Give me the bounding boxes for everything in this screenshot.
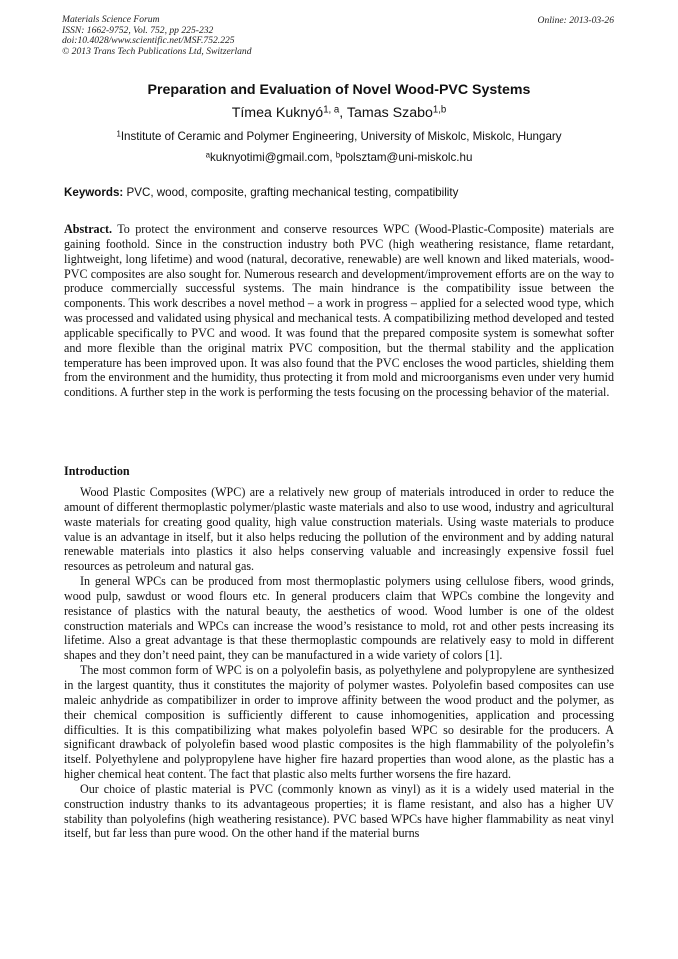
doi-line: doi:10.4028/www.scientific.net/MSF.752.225	[62, 35, 235, 47]
email-mark: b	[335, 150, 341, 160]
abstract-text: To protect the environment and conserve resources WPC (Wood-Plastic-Composite) materials are gaining foothold. Since in the construction industry both PVC (high weathering resistance, flame retardant, lightweight, long lifetime) and wood (natural, decorative, renewable) are well known and liked materials, wood-PVC composites are also sought for. Numerous research and development/improvement efforts are on the way to produce commercially successful systems. The main hindrance is the compatibility issue between the components. This work describes a novel method – a work in progress – applied for a selected wood type, which was processed and validated using physical and mechanical tests. A compatibilizing method developed and tested applicable specifically to PVC and wood. It was found that the prepared composite system is somewhat softer and more flexible than the original matrix PVC composition, but the thermal stability and the application temperature has been improved upon. It was also found that the PVC encloses the wood particles, shielding them from the environment and the humidity, thus protecting it from mold and microorganisms even under very humid conditions. A further step in the work is performing the tests focusing on the processing behavior of the material.	[64, 222, 614, 400]
author-name: Tamas Szabo	[346, 105, 433, 121]
introduction-body	[64, 485, 614, 841]
abstract-paragraph	[64, 222, 614, 400]
email-mark: a	[205, 150, 210, 160]
body-paragraph: The most common form of WPC is on a polyolefin basis, as polyethylene and polypropylene are synthesized in the largest quantity, thus it constitutes the majority of polymer wastes. Polyolefin based composites can use maleic anhydride as compatibilizer in order to improve affinity between the wood product and the polymer, as their chemical composition is sufficiently different to cause inhomogenities, application and processing difficulties. It is this compatibilizing what makes polyolefin based WPC so desirable for the producers. A significant drawback of polyolefin based wood plastic composites is the high flammability of the polyolefin’s itself. Polyethylene and polypropylene have higher fire hazard properties than wood alone, as the plastic has a higher chemical heat content. The fact that plastic also melts further worsens the fire hazard.	[64, 663, 614, 782]
affiliation-mark: 1	[116, 129, 121, 139]
keywords-line	[64, 186, 614, 199]
body-paragraph: In general WPCs can be produced from most thermoplastic polymers using cellulose fibers, wood grinds, wood pulp, sawdust or wood flours etc. In general producers claim that WPCs combine the longevity and resistance of plastics with the natural beauty, the aesthetics of wood. Wood lumber is one of the oldest construction materials and WPCs can increase the wood’s resistance to mold, rot and other pests increasing its lifetime. Also a great advantage is that these thermoplastic compounds are relatively easy to mold in different shapes and they don’t need paint, they can be manufactured in a wide variety of colors [1].	[64, 574, 614, 663]
issn-line: ISSN: 1662-9752, Vol. 752, pp 225-232	[62, 24, 214, 36]
keywords-text: PVC, wood, composite, grafting mechanical testing, compatibility	[123, 186, 459, 199]
author-name: Tímea Kuknyó	[231, 105, 324, 121]
affiliation-text: Institute of Ceramic and Polymer Engineering, University of Miskolc, Miskolc, Hungary	[120, 130, 562, 143]
online-date: Online: 2013-03-26	[537, 15, 614, 26]
journal-name: Materials Science Forum	[62, 14, 160, 25]
email-address: polsztam@uni-miskolc.hu	[340, 151, 473, 164]
email-address: kuknyotimi@gmail.com,	[209, 151, 336, 164]
author-line	[0, 105, 678, 121]
journal-header	[62, 15, 252, 57]
keywords-label: Keywords:	[64, 186, 124, 199]
author-affil-mark: 1, a	[323, 104, 340, 116]
body-paragraph: Wood Plastic Composites (WPC) are a relatively new group of materials introduced in order to reduce the amount of different thermoplastic polymer/plastic waste materials and also to use wood, industry and agricultural waste materials for creating good quality, high value construction materials. Using waste materials to produce value is an advantage in itself, but it also helps reducing the pollution of the environment and by adding natural renewable materials into plastics it also helps conserving valuable and increasingly expensive fossil fuel resources as petroleum and natural gas.	[64, 485, 614, 574]
section-heading: Introduction	[64, 464, 130, 478]
author-affil-mark: 1,b	[432, 104, 447, 116]
copyright-line: © 2013 Trans Tech Publications Ltd, Switzerland	[62, 45, 252, 57]
affiliation	[0, 130, 678, 143]
body-paragraph: Our choice of plastic material is PVC (commonly known as vinyl) as it is a widely used material in the construction industry thanks to its advantageous properties; it is flame resistant, and also has a higher UV stability than polyolefins (high weathering resistance). PVC based WPCs have higher flammability as neat vinyl itself, but far less than pure wood. On the other hand if the material burns	[64, 781, 614, 841]
author-separator: ,	[339, 105, 347, 121]
abstract-label: Abstract.	[64, 222, 113, 236]
email-line	[0, 151, 678, 164]
paper-title: Preparation and Evaluation of Novel Wood-PVC Systems	[147, 82, 531, 98]
